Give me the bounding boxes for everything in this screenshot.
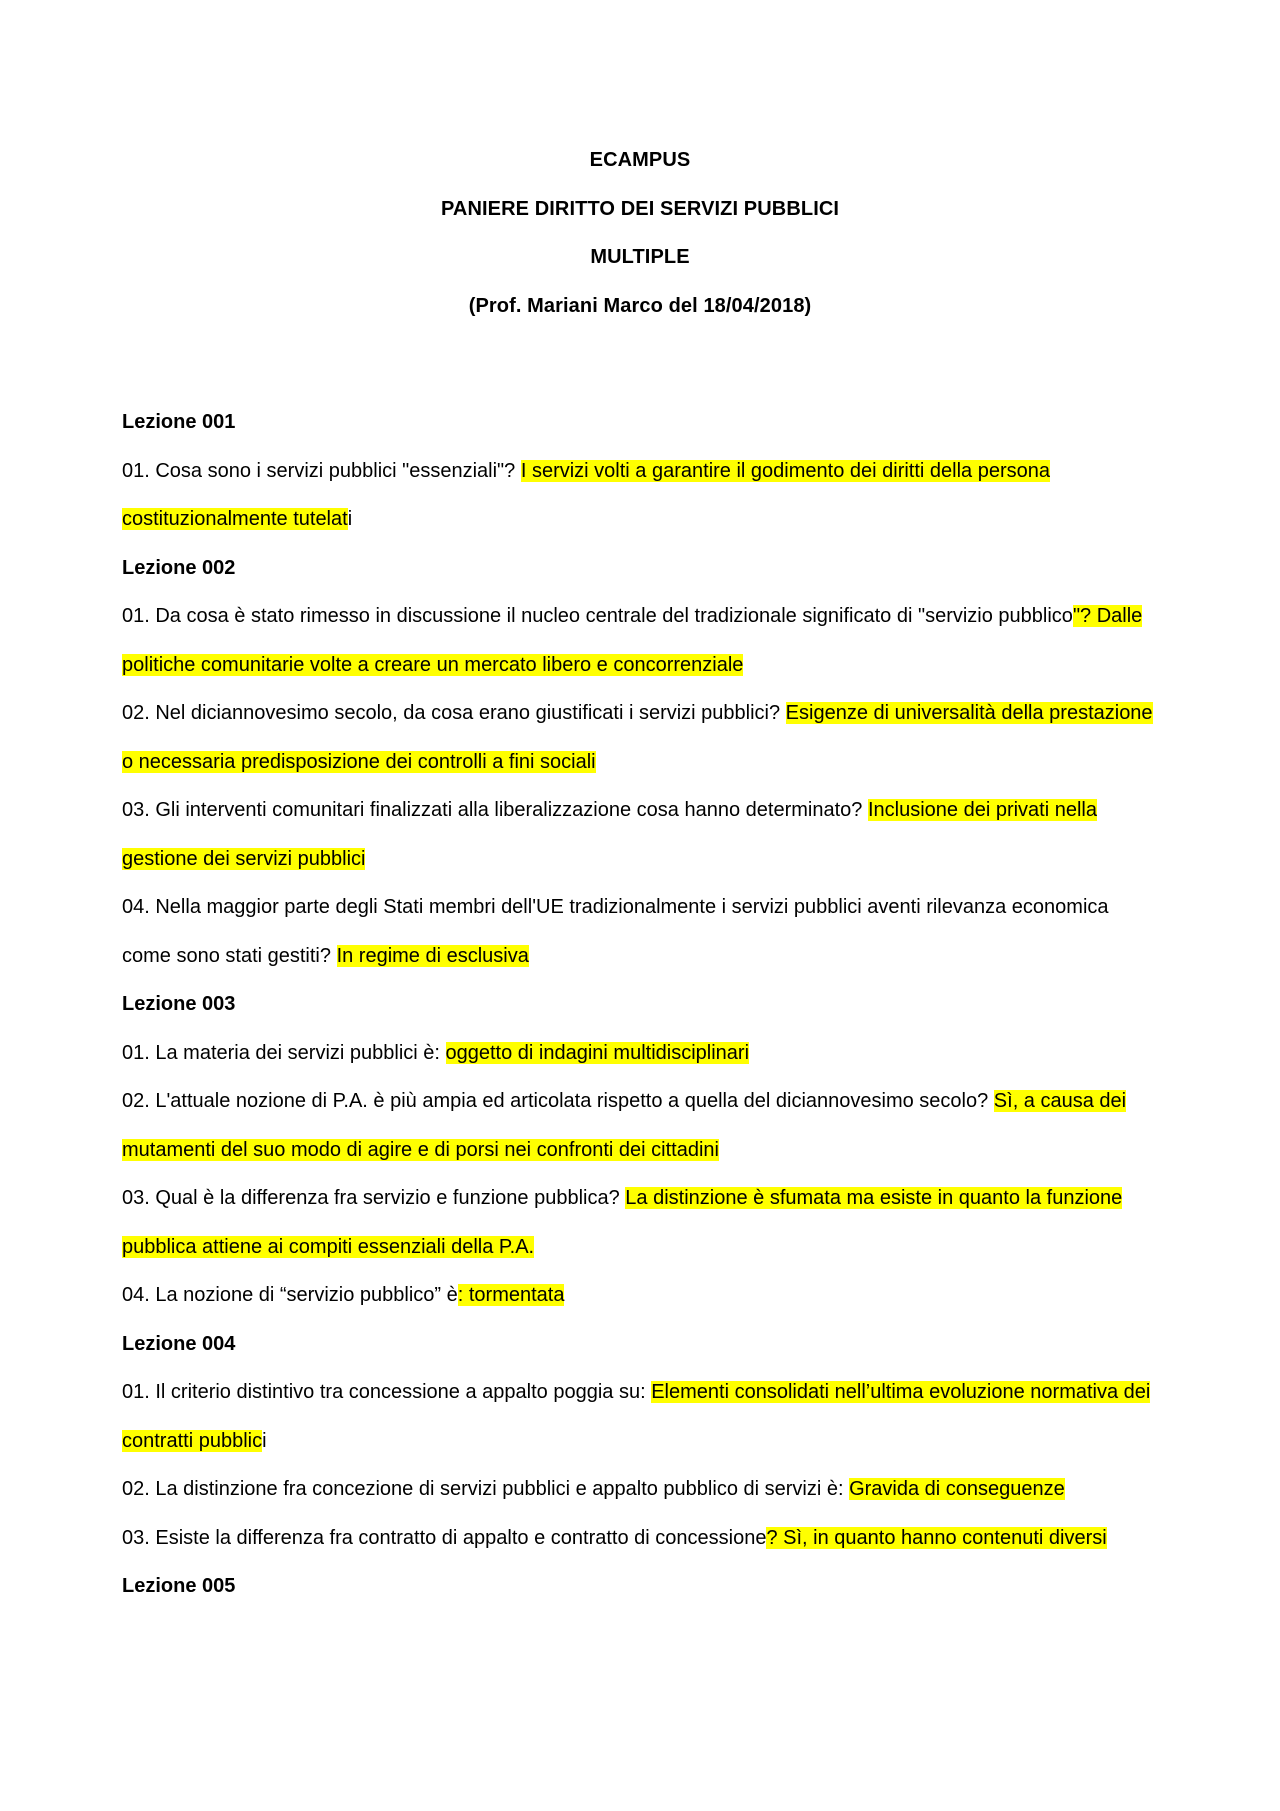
question-text: 04. Nella maggior parte degli Stati membri dell'UE tradizionalmente i servizi pubblici aventi rilevanza economica come sono stati gestiti? [122,896,1109,967]
highlighted-answer: Elementi consolidati nell’ultima evoluzione normativa dei contratti pubblic [122,1381,1151,1452]
question-item [122,1514,1162,1563]
question-item [122,689,1162,786]
answer-tail: i [347,508,353,530]
highlighted-answer: I servizi volti a garantire il godimento dei diritti della persona costituzionalmente tutelat [122,459,1050,530]
lesson-title: Lezione 004 [122,1332,236,1355]
question-text: 02. L'attuale nozione di P.A. è più ampia ed articolata rispetto a quella del diciannovesimo secolo? [122,1090,994,1112]
highlighted-answer: In regime di esclusiva [336,944,529,967]
lesson-section [122,1320,1162,1563]
lesson-section [122,398,1162,544]
lesson-title: Lezione 003 [122,993,236,1015]
question-item [122,1271,1162,1320]
question-text: 03. Qual è la differenza fra servizio e funzione pubblica? [122,1187,626,1209]
highlighted-answer: ? Sì, in quanto hanno contenuti diversi [766,1526,1107,1549]
header-subtitle: MULTIPLE [590,246,690,268]
lesson-title: Lezione 001 [122,411,236,433]
question-item [122,1029,1162,1078]
question-text: 01. Cosa sono i servizi pubblici "essenziali"? [122,459,521,482]
highlighted-answer: La distinzione è sfumata ma esiste in quanto la funzione pubblica attiene ai compiti essenziali della P.A. [122,1187,1123,1258]
question-item [122,1368,1162,1465]
answer-tail: i [262,1429,267,1452]
lesson-title: Lezione 005 [122,1575,236,1597]
lesson-title: Lezione 002 [122,556,236,579]
highlighted-answer: Sì, a causa dei mutamenti del suo modo di agire e di porsi nei confronti dei cittadini [122,1090,1127,1161]
question-text: 03. Esiste la differenza fra contratto di appalto e contratto di concessione [122,1526,767,1549]
question-item [122,1077,1162,1174]
highlighted-answer: Esigenze di universalità della prestazione o necessaria predisposizione dei controlli a fini sociali [122,702,1153,773]
question-text: 02. La distinzione fra concezione di servizi pubblici e appalto pubblico di servizi è: [122,1478,850,1500]
highlighted-answer: oggetto di indagini multidisciplinari [445,1041,750,1064]
highlighted-answer: "? Dalle politiche comunitarie volte a creare un mercato libero e concorrenziale [122,605,1143,676]
question-text: 03. Gli interventi comunitari finalizzati alla liberalizzazione cosa hanno determinato? [122,799,868,821]
document-body [122,398,1162,1611]
document-header [0,150,1280,344]
question-text: 04. La nozione di “servizio pubblico” è [122,1284,458,1306]
highlighted-answer: Gravida di conseguenze [849,1478,1065,1500]
question-text: 02. Nel diciannovesimo secolo, da cosa erano giustificati i servizi pubblici? [122,702,786,724]
question-item [122,1465,1162,1514]
question-text: 01. La materia dei servizi pubblici è: [122,1041,446,1064]
header-author-date: (Prof. Mariani Marco del 18/04/2018) [468,294,812,317]
lesson-section [122,1562,1162,1611]
question-item [122,786,1162,883]
highlighted-answer: Inclusione dei privati nella gestione dei servizi pubblici [122,799,1097,870]
question-item [122,1174,1162,1271]
lesson-section [122,544,1162,981]
question-item [122,592,1162,689]
question-text: 01. Da cosa è stato rimesso in discussione il nucleo centrale del tradizionale significato di "servizio pubblico [122,605,1073,627]
lesson-section [122,980,1162,1320]
question-item [122,447,1162,544]
question-text: 01. Il criterio distintivo tra concessione a appalto poggia su: [122,1381,652,1403]
header-institution: ECAMPUS [589,149,691,171]
highlighted-answer: : tormentata [457,1284,565,1306]
question-item [122,883,1162,980]
header-title: PANIERE DIRITTO DEI SERVIZI PUBBLICI [440,197,840,220]
